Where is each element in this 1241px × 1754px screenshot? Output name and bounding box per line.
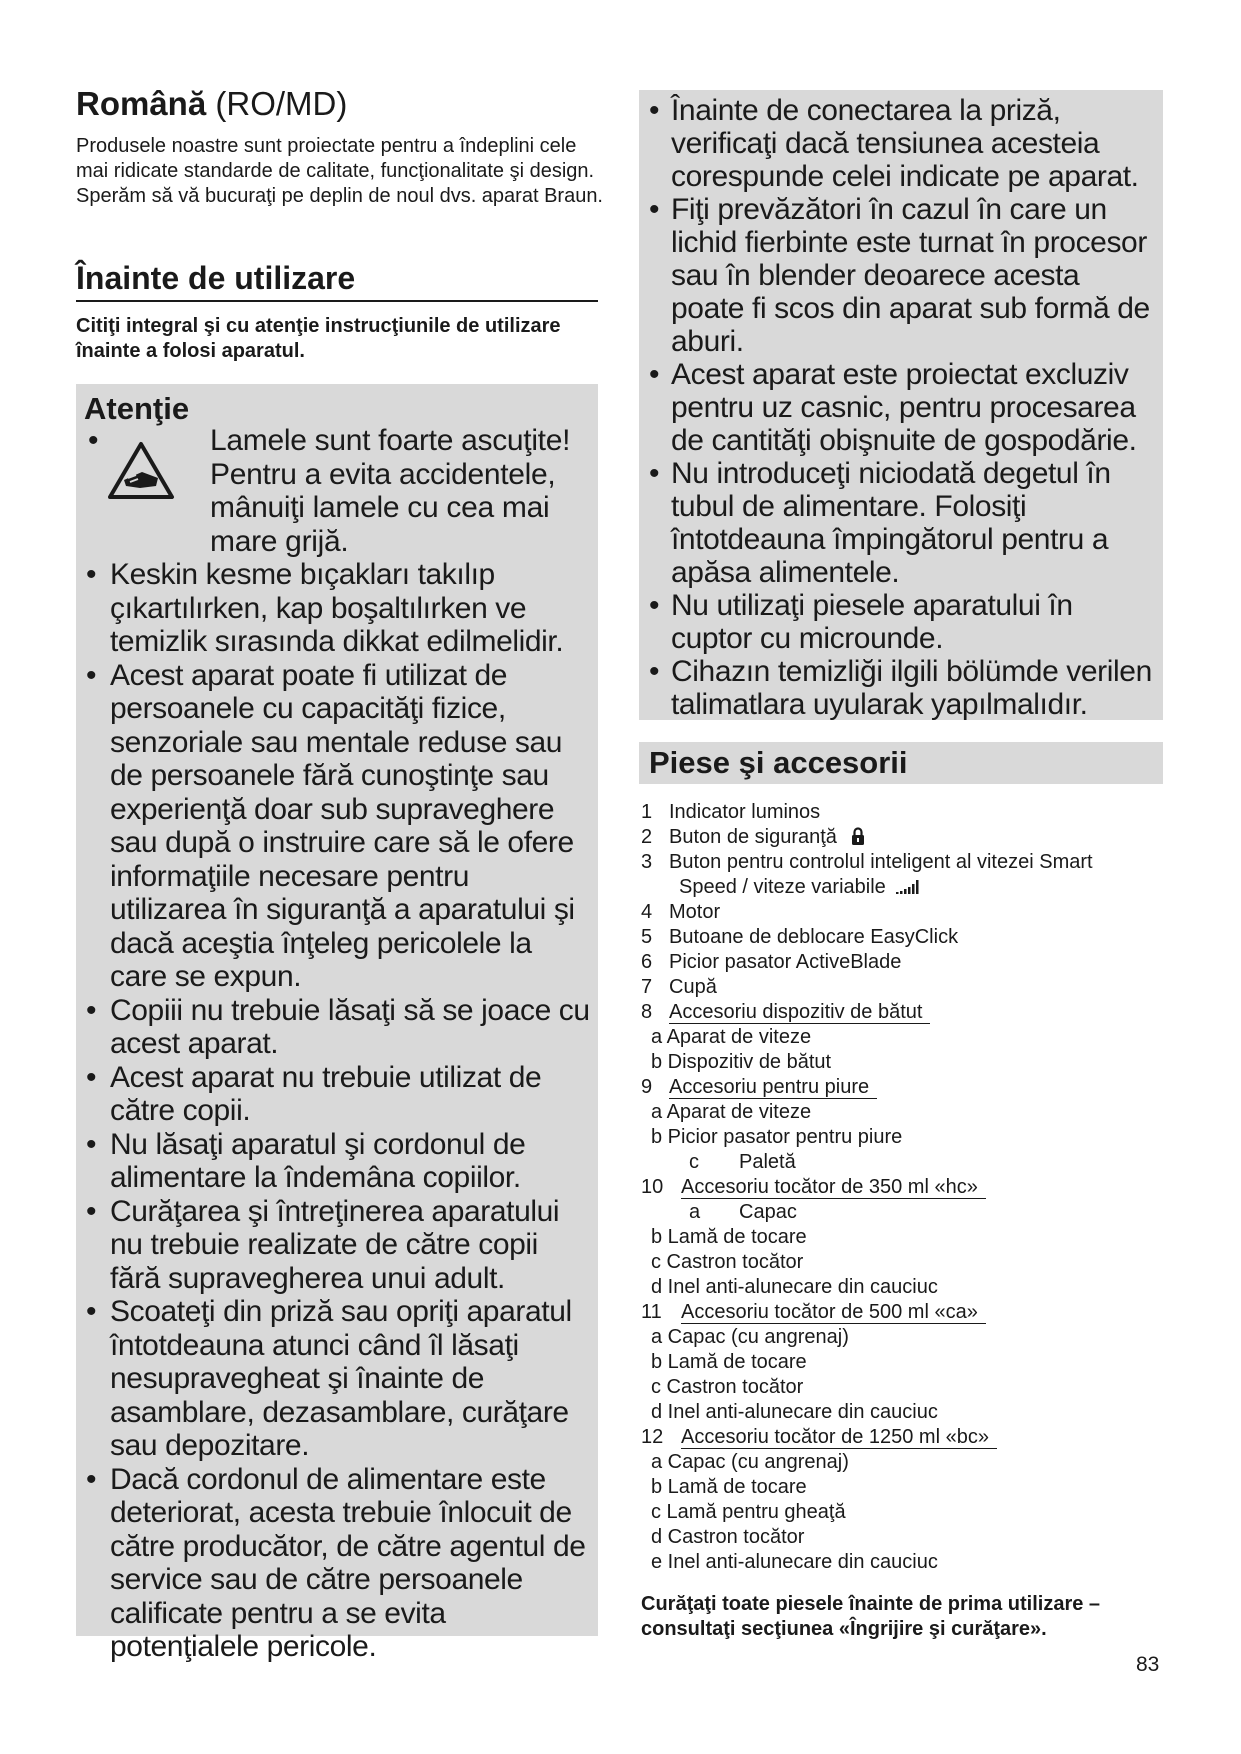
part-item: 5 Butoane de deblocare EasyClick xyxy=(641,926,959,948)
part-subitem: b Lamă de tocare xyxy=(651,1226,807,1248)
part-subitem: a Capac (cu angrenaj) xyxy=(651,1326,849,1348)
warning-item: • Înainte de conectarea la priză, verificaţi dacă tensiunea acesteia corespunde celei indicate pe aparat. xyxy=(639,94,1163,193)
warning-item: • Dacă cordonul de alimentare este deteriorat, acesta trebuie înlocuit de către producător, de către agentul de service sau de către persoanele calificate pentru a se evita potenţialele pericole. xyxy=(76,1463,598,1664)
parts-heading: Piese şi accesorii xyxy=(639,742,1163,784)
part-subitem: c Castron tocător xyxy=(651,1251,804,1273)
part-subitem: b Picior pasator pentru piure xyxy=(651,1126,903,1148)
warning-item: • Acest aparat poate fi utilizat de persoanele cu capacităţi fizice, senzoriale sau mentale reduse sau de persoanele fără cunoştinţe sau experienţă doar sub supraveghere sau după o instruire care să le ofere informaţiile necesare pentru utilizarea în siguranţă a aparatului şi dacă aceştia înţeleg pericolele la care se expun. xyxy=(76,659,598,994)
warning-item: • Keskin kesme bıçakları takılıp çıkartılırken, kap boşaltılırken ve temizlik sırasında dikkat edilmelidir. xyxy=(76,558,598,659)
part-item: 11 Accesoriu tocător de 500 ml «ca» xyxy=(641,1300,1181,1325)
part-subitem: d Inel anti-alunecare din cauciuc xyxy=(651,1401,938,1423)
warning-item: • Acest aparat este proiectat excluziv pentru uz casnic, pentru procesarea de cantităţi obişnuite de gospodărie. xyxy=(639,358,1163,457)
part-subitem: d Inel anti-alunecare din cauciuc xyxy=(651,1276,938,1298)
part-subitem: b Lamă de tocare xyxy=(651,1476,807,1498)
warning-first-text: Lamele sunt foarte ascuţite! Pentru a evita accidentele, mânuiţi lamele cu cea mai mare grijă. xyxy=(210,424,571,558)
part-subitem: c Castron tocător xyxy=(651,1376,804,1398)
part-subitem: a Capac (cu angrenaj) xyxy=(651,1451,849,1473)
lock-icon xyxy=(851,827,865,845)
part-subitem: c Lamă pentru gheaţă xyxy=(651,1501,846,1523)
warning-item: • Fiţi prevăzători în cazul în care un lichid fierbinte este turnat în procesor sau în blender deoarece acesta poate fi scos din aparat sub formă de aburi. xyxy=(639,193,1163,358)
speed-bars-icon xyxy=(896,878,922,894)
warning-item: • Nu utilizaţi piesele aparatului în cuptor cu microunde. xyxy=(639,589,1163,655)
page-number: 83 xyxy=(1136,1653,1160,1676)
intro-paragraph: Produsele noastre sunt proiectate pentru a îndeplini cele mai ridicate standarde de calitate, funcţionalitate şi design. Sperăm să vă bucuraţi pe deplin de noul dvs. aparat Braun. xyxy=(76,135,603,207)
part-subitem: e Inel anti-alunecare din cauciuc xyxy=(651,1551,938,1573)
part-item: 9 Accesoriu pentru piure xyxy=(641,1075,1181,1100)
warning-item: • Cihazın temizliği ilgili bölümde verilen talimatlara uyularak yapılmalıdır. xyxy=(639,655,1163,721)
warning-item: • Acest aparat nu trebuie utilizat de către copii. xyxy=(76,1061,598,1128)
part-subitem: b Lamă de tocare xyxy=(651,1351,807,1373)
part-subitem: b Dispozitiv de bătut xyxy=(651,1051,832,1073)
part-subitem: a Capac xyxy=(689,1201,797,1223)
language-title xyxy=(76,84,347,124)
parts-list xyxy=(641,800,1181,1575)
part-item: 12 Accesoriu tocător de 1250 ml «bc» xyxy=(641,1425,1181,1450)
warning-heading: Atenţie xyxy=(84,391,190,426)
bullet: • xyxy=(88,424,99,457)
warning-item: • Nu lăsaţi aparatul şi cordonul de alimentare la îndemâna copiilor. xyxy=(76,1128,598,1195)
part-item: 2 Buton de siguranţă xyxy=(641,825,1181,850)
before-use-heading: Înainte de utilizare xyxy=(76,258,598,302)
part-subitem: a Aparat de viteze xyxy=(651,1026,812,1048)
part-item: 7 Cupă xyxy=(641,976,717,998)
warning-item: • Nu introduceţi niciodată degetul în tubul de alimentare. Folosiţi întotdeauna împingătorul pentru a apăsa alimentele. xyxy=(639,457,1163,589)
warning-box xyxy=(76,384,598,1663)
right-warning-list xyxy=(639,94,1163,721)
part-item: 4 Motor xyxy=(641,901,721,923)
part-subitem: c Paletă xyxy=(689,1151,796,1173)
warning-item: • Copiii nu trebuie lăsaţi să se joace cu acest aparat. xyxy=(76,994,598,1061)
warning-list xyxy=(76,558,598,1664)
right-warning-box xyxy=(639,90,1163,720)
part-item: 8 Accesoriu dispozitiv de bătut xyxy=(641,1000,1181,1025)
part-item: 3 Buton pentru controlul inteligent al vitezei Smart Speed / viteze variabile xyxy=(641,851,1093,898)
part-item: 1 Indicator luminos xyxy=(641,801,821,823)
part-item: 6 Picior pasator ActiveBlade xyxy=(641,951,902,973)
part-subitem: d Castron tocător xyxy=(651,1526,805,1548)
language-code: (RO/MD) xyxy=(215,85,348,122)
warning-item: • Scoateţi din priză sau opriţi aparatul întotdeauna atunci când îl lăsaţi nesupravegheat şi înainte de asamblare, dezasamblare, curăţare sau depozitare. xyxy=(76,1295,598,1463)
warning-item: • Curăţarea şi întreţinerea aparatului nu trebuie realizate de către copii fără supravegherea unui adult. xyxy=(76,1195,598,1296)
before-use-text: Citiţi integral şi cu atenţie instrucţiunile de utilizare înainte a folosi aparatul. xyxy=(76,315,561,362)
blade-warning-icon xyxy=(106,440,176,502)
language-name: Română xyxy=(76,85,207,122)
part-subitem: a Aparat de viteze xyxy=(651,1101,812,1123)
cleaning-note: Curăţaţi toate piesele înainte de prima utilizare – consultaţi secţiunea «Îngrijire şi curăţare». xyxy=(641,1593,1101,1640)
part-item: 10 Accesoriu tocător de 350 ml «hc» xyxy=(641,1175,1181,1200)
warning-first-item xyxy=(76,424,598,558)
